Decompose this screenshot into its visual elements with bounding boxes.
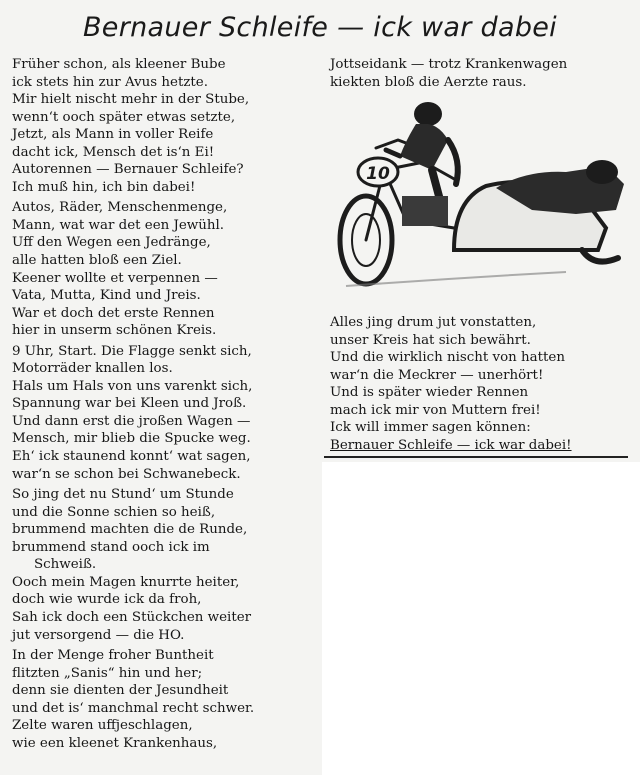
poem-line: wie een kleenet Krankenhaus, [12, 735, 218, 751]
poem-line: Ick will immer sagen können: [330, 420, 531, 436]
poem-line: brummend stand ooch ick im [12, 539, 210, 555]
poem-line: alle hatten bloß een Ziel. [12, 253, 182, 269]
poem-line: War et doch det erste Rennen [12, 305, 215, 321]
poem-line: und die Sonne schien so heiß, [12, 504, 216, 520]
sidecar-racer-illustration [336, 100, 630, 300]
poem-line: Früher schon, als kleener Bube [12, 57, 226, 72]
poem-line: Sah ick doch een Stückchen weiter [12, 609, 252, 625]
poem-line: Vata, Mutta, Kind und Jreis. [12, 288, 201, 304]
poem-line: jut versorgend — die HO. [12, 627, 185, 643]
stanza-7 [330, 314, 572, 454]
poem-line: Mensch, mir blieb die Spucke weg. [12, 431, 251, 447]
poem-line: warʻn die Meckrer — unerhört! [330, 367, 544, 383]
poem-line: dacht ick, Mensch det isʻn Ei! [12, 144, 215, 160]
closing-rule [324, 456, 628, 458]
poem-line: denn sie dienten der Jesundheit [12, 683, 229, 699]
poem-line: Alles jing drum jut vonstatten, [330, 315, 537, 330]
poem-signoff: Bernauer Schleife — ick war dabei! [330, 437, 572, 453]
poem-line: flitzten „Sanis“ hin und her; [12, 665, 203, 681]
poem-line: Ooch mein Magen knurrte heiter, [12, 574, 240, 590]
poem-line: Und die wirklich nischt von hatten [330, 350, 565, 366]
poem-line: unser Kreis hat sich bewährt. [330, 332, 531, 348]
poem-line: Zelte waren uffjeschlagen, [12, 718, 193, 734]
poem-line: Mann, wat war det een Jewühl. [12, 217, 225, 233]
sidecar-icon [454, 160, 624, 262]
poem-line: doch wie wurde ick da froh, [12, 592, 202, 608]
poem-line: Schweiß. [34, 557, 97, 573]
poem-line: Autos, Räder, Menschenmenge, [12, 200, 228, 216]
poem-line: So jing det nu Stundʻ um Stunde [12, 487, 234, 503]
poem-title: Bernauer Schleife — ick war dabei [82, 12, 557, 43]
poem-line: 9 Uhr, Start. Die Flagge senkt sich, [12, 343, 252, 359]
poem-line: Keener wollte et verpennen — [12, 270, 218, 286]
poem-line: wennʻt ooch später etwas setzte, [12, 109, 236, 125]
poem-line: Und dann erst die jroßen Wagen — [12, 413, 251, 429]
poem-line: Motorräder knallen los. [12, 361, 173, 377]
poem-line: und det isʻ manchmal recht schwer. [12, 700, 255, 716]
poem-line: kiekten bloß die Aerzte raus. [330, 74, 527, 90]
poem-line: hier in unserm schönen Kreis. [12, 323, 217, 339]
poem-line: Mir hielt nischt mehr in der Stube, [12, 92, 250, 108]
poem-line: Hals um Hals von uns varenkt sich, [12, 378, 253, 394]
stanza-1 [12, 56, 320, 196]
left-column [12, 56, 320, 755]
stanza-3 [12, 343, 320, 483]
poem-line: mach ick mir von Muttern frei! [330, 402, 541, 418]
stanza-4 [12, 486, 320, 644]
poem-line: Und is später wieder Rennen [330, 385, 529, 401]
poem-line: brummend machten die de Runde, [12, 522, 248, 538]
poem-line: In der Menge froher Buntheit [12, 648, 214, 664]
poem-line: ick stets hin zur Avus hetzte. [12, 74, 208, 90]
poem-line: Autorennen — Bernauer Schleife? [12, 162, 244, 178]
stanza-5 [12, 647, 320, 752]
poem-line: Ich muß hin, ich bin dabei! [12, 179, 196, 195]
stanza-2 [12, 199, 320, 339]
stanza-6 [330, 56, 630, 91]
poem-line: warʻn se schon bei Schwanebeck. [12, 466, 241, 482]
plate-number: 10 [366, 164, 390, 184]
poem-line: Jetzt, als Mann in voller Reife [12, 127, 214, 143]
poem-line: Uff den Wegen een Jedränge, [12, 235, 211, 251]
poem-line: Jottseidank — trotz Krankenwagen [330, 57, 568, 72]
engine-block [402, 196, 448, 226]
poem-line: Spannung war bei Kleen und Jroß. [12, 396, 247, 412]
poem-line: Ehʻ ick staunend konntʻ wat sagen, [12, 449, 251, 465]
